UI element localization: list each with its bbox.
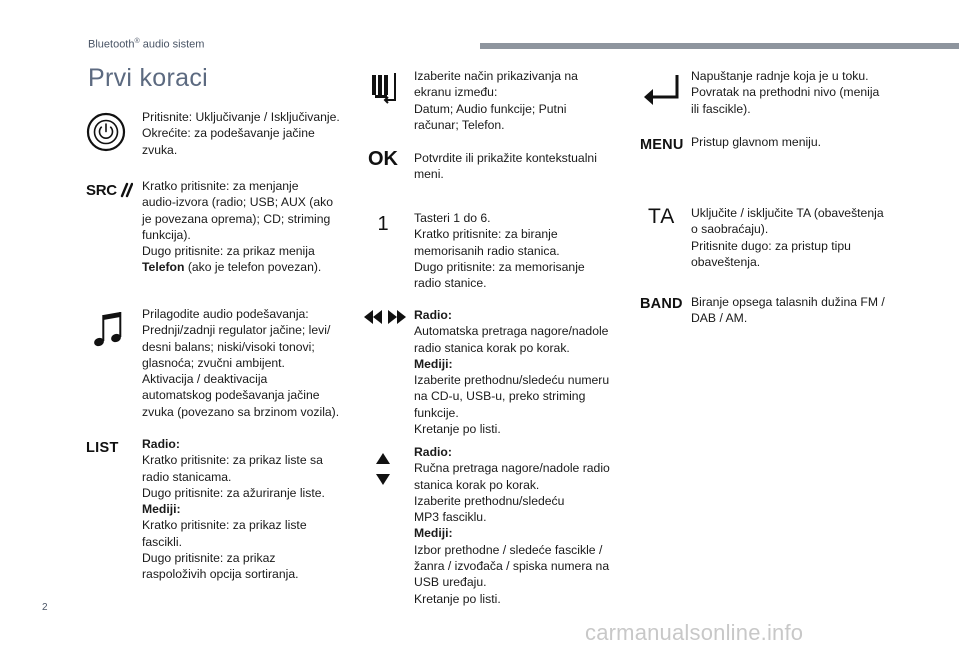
watermark: carmanualsonline.info: [585, 620, 804, 645]
preset-1-icon: 1: [377, 212, 389, 235]
header-bar: [480, 43, 959, 49]
src-button-icon: SRC: [86, 181, 134, 199]
menu-button-icon: MENU: [640, 137, 684, 153]
page-title: Prvi koraci: [88, 64, 208, 92]
band-button-icon: BAND: [640, 296, 683, 312]
power-knob-icon: [86, 112, 126, 152]
header-label: Bluetooth® audio sistem: [88, 38, 205, 51]
page-number: 2: [42, 602, 48, 613]
seek-arrows-icon: [362, 308, 408, 326]
music-note-icon: [90, 308, 126, 350]
ta-button-icon: TA: [648, 205, 676, 228]
display-mode-icon: [368, 70, 400, 106]
up-down-arrows-icon: [374, 451, 392, 487]
back-arrow-icon: [642, 72, 682, 108]
list-button-icon: LIST: [86, 440, 119, 456]
ok-button-icon: OK: [368, 147, 398, 170]
